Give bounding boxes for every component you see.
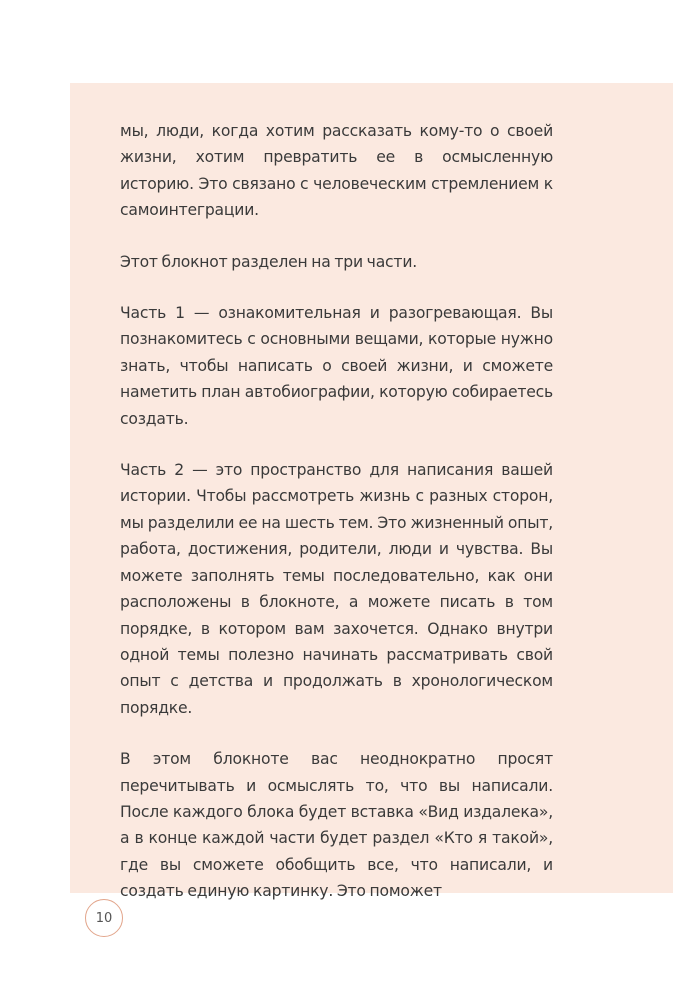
paragraph-part-2: Часть 2 — это пространство для написания вашей истории. Чтобы рассмотреть жизнь с разных сторон, мы разделили ее на шесть тем. Это жизненный опыт, работа, достижения, родители, люди и чувства. Вы можете заполнять темы последовательно, как они расположены в блокноте, а можете писать в том порядке, в котором вам захочется. Однако внутри одной темы полезно начинать рассматривать свой опыт с детства и продолжать в хронологическом порядке.: [120, 461, 553, 717]
paragraph-part-1: Часть 1 — ознакомительная и разогревающая. Вы познакомитесь с основными вещами, которые нужно знать, чтобы написать о своей жизни, и сможете наметить план автобиографии, которую собираетесь создать.: [120, 304, 553, 428]
paragraph-three-parts: Этот блокнот разделен на три части.: [120, 252, 418, 271]
page-body: [120, 118, 553, 930]
paragraph-intro: мы, люди, когда хотим рассказать кому-то о своей жизни, хотим превратить ее в осмысленную историю. Это связано с человеческим стремлением к самоинтеграции.: [120, 122, 553, 220]
page-number: 10: [85, 899, 123, 937]
paragraph-reread: В этом блокноте вас неоднократно просят перечитывать и осмыслять то, что вы написали. После каждого блока будет вставка «Вид издалека», а в конце каждой части будет раздел «Кто я такой», где вы сможете обобщить все, что написали, и создать единую картинку. Это поможет: [120, 750, 553, 901]
